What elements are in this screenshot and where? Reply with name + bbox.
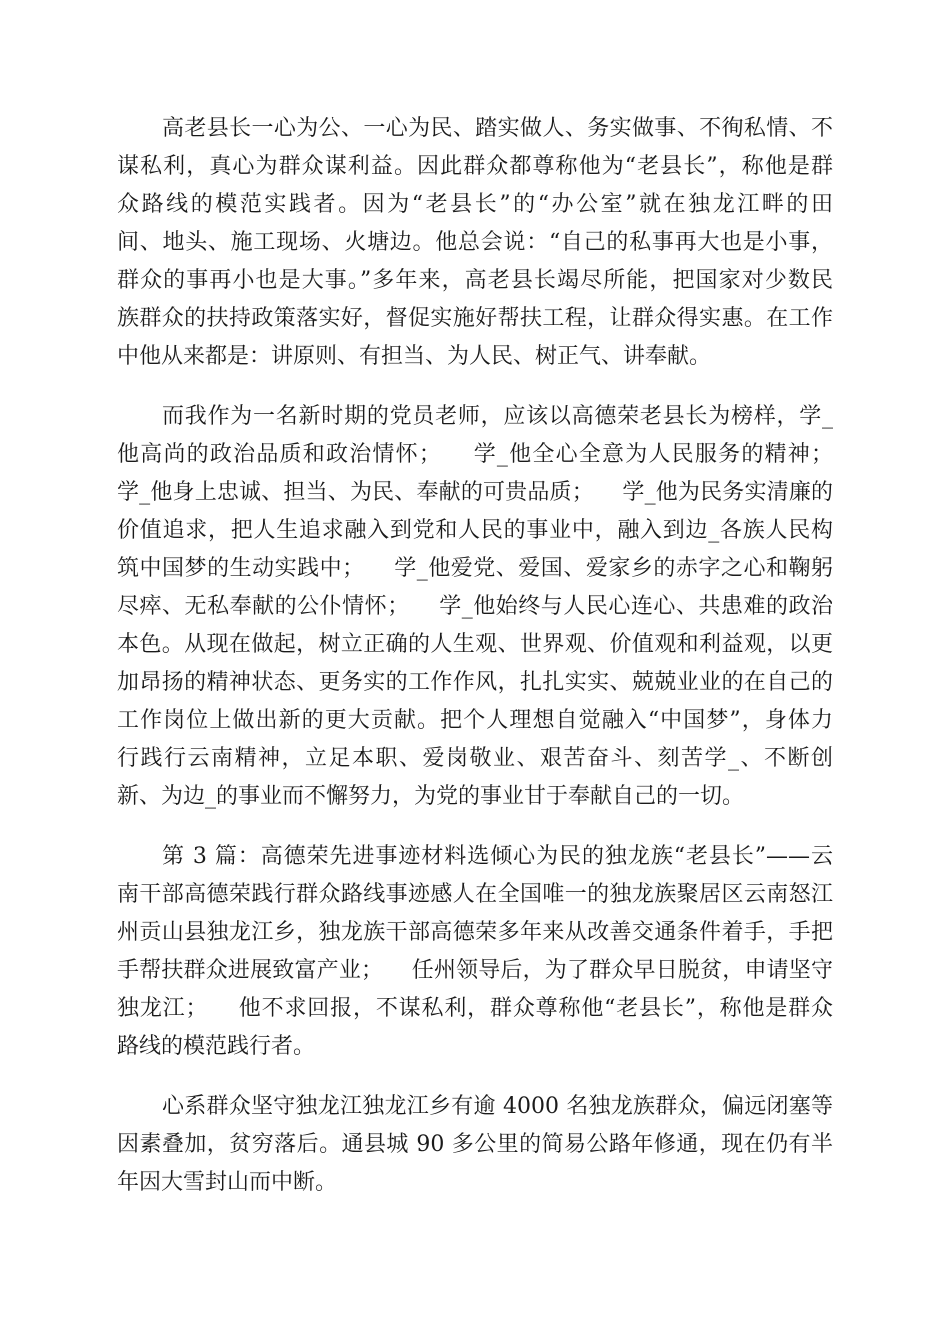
text-line: 群众的事再小也是大事。”多年来，高老县长竭尽所能，把国家对少数民 [117,268,833,293]
text-line: 本色。从现在做起，树立正确的人生观、世界观、价值观和利益观，以更 [117,632,833,657]
text-line: 南干部高德荣践行群众路线事迹感人在全国唯一的独龙族聚居区云南怒江 [117,882,833,907]
text-line: 年因大雪封山而中断。 [117,1170,338,1195]
text-line: 行践行云南精神，立足本职、爱岗敬业、艰苦奋斗、刻苦学_、不断创 [117,746,833,771]
text-line: 中他从来都是：讲原则、有担当、为人民、树正气、讲奉献。 [117,344,712,369]
text-line: 筑中国梦的生动实践中； 学_他爱党、爱国、爱家乡的赤字之心和鞠躬 [117,556,833,581]
paragraph [117,398,833,816]
text-line: 学_他身上忠诚、担当、为民、奉献的可贵品质； 学_他为民务实清廉的 [117,480,833,505]
text-line: 众路线的模范实践者。因为“老县长”的“办公室”就在独龙江畔的田 [117,192,833,217]
document-page [117,110,833,1224]
text-line: 而我作为一名新时期的党员老师，应该以高德荣老县长为榜样，学_ [162,404,833,429]
text-line: 第 3 篇：高德荣先进事迹材料选倾心为民的独龙族“老县长”——云 [162,844,833,869]
text-line: 尽瘁、无私奉献的公仆情怀； 学_他始终与人民心连心、共患难的政治 [117,594,833,619]
text-line: 独龙江； 他不求回报，不谋私利，群众尊称他“老县长”，称他是群众 [117,996,833,1021]
text-line: 加昂扬的精神状态、更务实的工作作风，扎扎实实、兢兢业业的在自己的 [117,670,833,695]
text-line: 间、地头、施工现场、火塘边。他总会说：“自己的私事再大也是小事， [117,230,833,255]
text-line: 心系群众坚守独龙江独龙江乡有逾 4000 名独龙族群众，偏远闭塞等 [162,1094,833,1119]
text-line: 因素叠加，贫穷落后。通县城 90 多公里的简易公路年修通，现在仍有半 [117,1132,833,1157]
text-line: 高老县长一心为公、一心为民、踏实做人、务实做事、不徇私情、不 [162,116,833,141]
text-line: 工作岗位上做出新的更大贡献。把个人理想自觉融入“中国梦”，身体力 [117,708,833,733]
text-line: 路线的模范践行者。 [117,1034,316,1059]
paragraph [117,1088,833,1202]
text-line: 族群众的扶持政策落实好，督促实施好帮扶工程，让群众得实惠。在工作 [117,306,833,331]
text-line: 他高尚的政治品质和政治情怀； 学_他全心全意为人民服务的精神； [117,442,833,467]
text-line: 手帮扶群众进展致富产业； 任州领导后，为了群众早日脱贫，申请坚守 [117,958,833,983]
text-line: 价值追求，把人生追求融入到党和人民的事业中，融入到边_各族人民构 [117,518,833,543]
text-line: 州贡山县独龙江乡，独龙族干部高德荣多年来从改善交通条件着手，手把 [117,920,833,945]
text-line: 新、为边_的事业而不懈努力，为党的事业甘于奉献自己的一切。 [117,784,745,809]
paragraph [117,838,833,1066]
text-line: 谋私利，真心为群众谋利益。因此群众都尊称他为“老县长”，称他是群 [117,154,833,179]
paragraph [117,110,833,376]
